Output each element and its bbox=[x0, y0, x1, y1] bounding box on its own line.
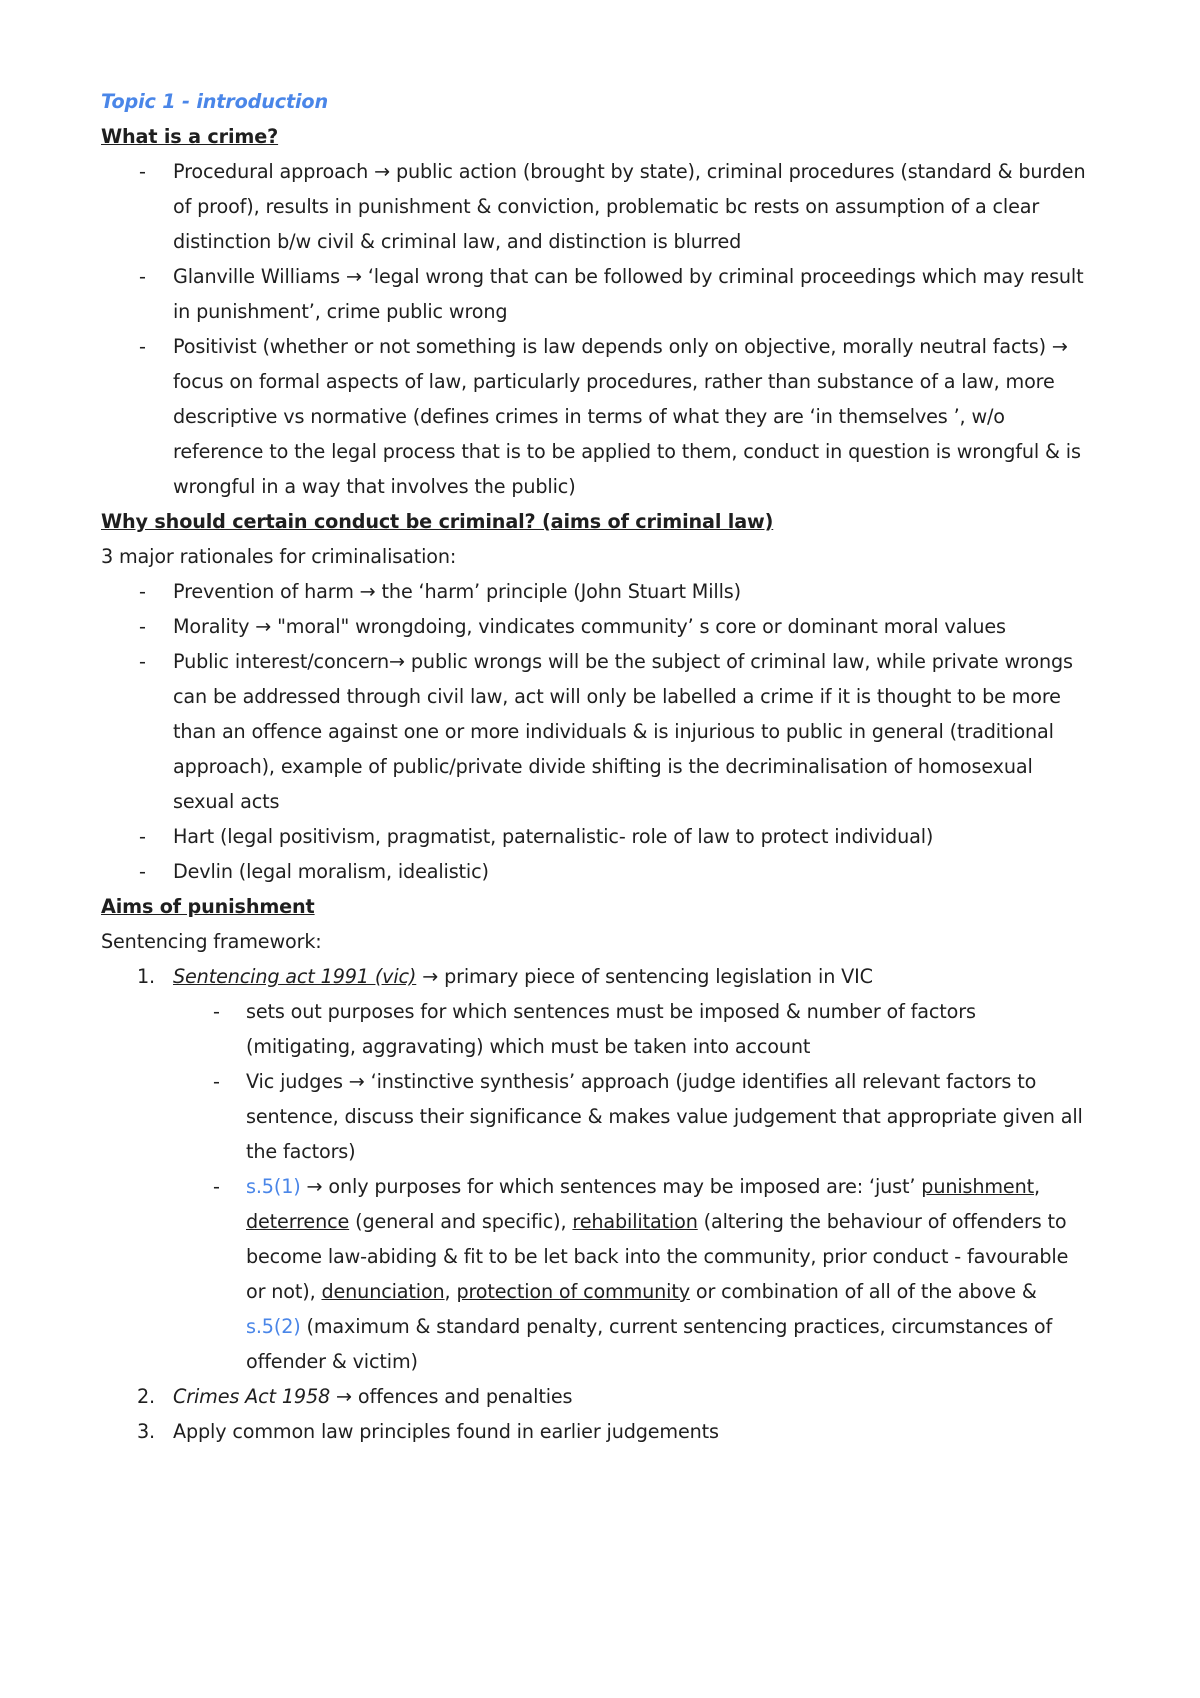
list-item bbox=[101, 1414, 1090, 1449]
list-item: - Prevention of harm → the ‘harm’ principle (John Stuart Mills) bbox=[101, 574, 1090, 609]
keyword: punishment bbox=[921, 1175, 1034, 1198]
list-item: - Procedural approach → public action (brought by state), criminal procedures (standard & burden of proof), results in punishment & conviction, problematic bc rests on assumption of a clear distinction b/w civil & criminal law, and distinction is blurred bbox=[101, 154, 1090, 259]
list-text: → offences and penalties bbox=[330, 1385, 573, 1408]
list-text: → only purposes for which sentences may be imposed are: ‘just’ bbox=[300, 1175, 922, 1198]
list-item bbox=[101, 1379, 1090, 1414]
list-text: or combination of all of the above & bbox=[689, 1280, 1037, 1303]
list-item: - Glanville Williams → ‘legal wrong that can be followed by criminal proceedings which may result in punishment’, crime public wrong bbox=[101, 259, 1090, 329]
keyword: rehabilitation bbox=[572, 1210, 698, 1233]
list-text: (maximum & standard penalty, current sentencing practices, circumstances of offender & victim) bbox=[246, 1315, 1053, 1373]
list-text: , bbox=[1033, 1175, 1040, 1198]
section-heading-aims-punishment: Aims of punishment bbox=[101, 895, 315, 918]
sentencing-framework-intro: Sentencing framework: bbox=[101, 930, 322, 953]
list-number: 3. bbox=[137, 1420, 156, 1443]
rationales-intro: 3 major rationales for criminalisation: bbox=[101, 545, 457, 568]
section-heading-why-criminal: Why should certain conduct be criminal? (aims of criminal law) bbox=[101, 510, 774, 533]
crime-definition-list bbox=[101, 154, 1090, 504]
list-item: - Positivist (whether or not something is law depends only on objective, morally neutral facts) → focus on formal aspects of law, particularly procedures, rather than substance of a law, more descriptive vs normative (defines crimes in terms of what they are ‘in themselves ’, w/o reference to the legal process that is to be applied to them, conduct in question is wrongful & is wrongful in a way that involves the public) bbox=[101, 329, 1090, 504]
list-item: - Vic judges → ‘instinctive synthesis’ approach (judge identifies all relevant factors to sentence, discuss their significance & makes value judgement that appropriate given all the factors) bbox=[173, 1064, 1090, 1169]
list-text: Apply common law principles found in earlier judgements bbox=[173, 1420, 719, 1443]
list-number: 2. bbox=[137, 1385, 156, 1408]
sentencing-framework-list bbox=[101, 959, 1090, 1449]
list-item: - sets out purposes for which sentences must be imposed & number of factors (mitigating, aggravating) which must be taken into account bbox=[173, 994, 1090, 1064]
act-name: Crimes Act 1958 bbox=[173, 1385, 331, 1408]
list-text: → primary piece of sentencing legislation in VIC bbox=[416, 965, 873, 988]
section-heading-what-is-crime: What is a crime? bbox=[101, 125, 279, 148]
list-item bbox=[101, 959, 1090, 1379]
keyword: denunciation bbox=[321, 1280, 445, 1303]
list-item: - Devlin (legal moralism, idealistic) bbox=[101, 854, 1090, 889]
list-number: 1. bbox=[137, 965, 156, 988]
act-name: Sentencing act 1991 (vic) bbox=[173, 965, 417, 988]
list-text: (general and specific), bbox=[349, 1210, 573, 1233]
topic-title: Topic 1 - introduction bbox=[101, 90, 328, 113]
keyword: deterrence bbox=[246, 1210, 350, 1233]
section-reference: s.5(1) bbox=[246, 1175, 301, 1198]
list-text: , bbox=[444, 1280, 457, 1303]
rationales-list bbox=[101, 574, 1090, 889]
list-item: - Morality → "moral" wrongdoing, vindicates community’ s core or dominant moral values bbox=[101, 609, 1090, 644]
keyword: protection of community bbox=[456, 1280, 690, 1303]
sentencing-act-sublist bbox=[173, 994, 1090, 1379]
section-reference: s.5(2) bbox=[246, 1315, 301, 1338]
list-item: - Public interest/concern→ public wrongs will be the subject of criminal law, while private wrongs can be addressed through civil law, act will only be labelled a crime if it is thought to be more than an offence against one or more individuals & is injurious to public in general (traditional approach), example of public/private divide shifting is the decriminalisation of homosexual sexual acts bbox=[101, 644, 1090, 819]
list-item bbox=[173, 1169, 1090, 1379]
list-item: - Hart (legal positivism, pragmatist, paternalistic- role of law to protect individual) bbox=[101, 819, 1090, 854]
list-text: (altering the behaviour of offenders to become law-abiding & fit to be let back into the community, prior conduct - favourable or not), bbox=[246, 1210, 1069, 1303]
